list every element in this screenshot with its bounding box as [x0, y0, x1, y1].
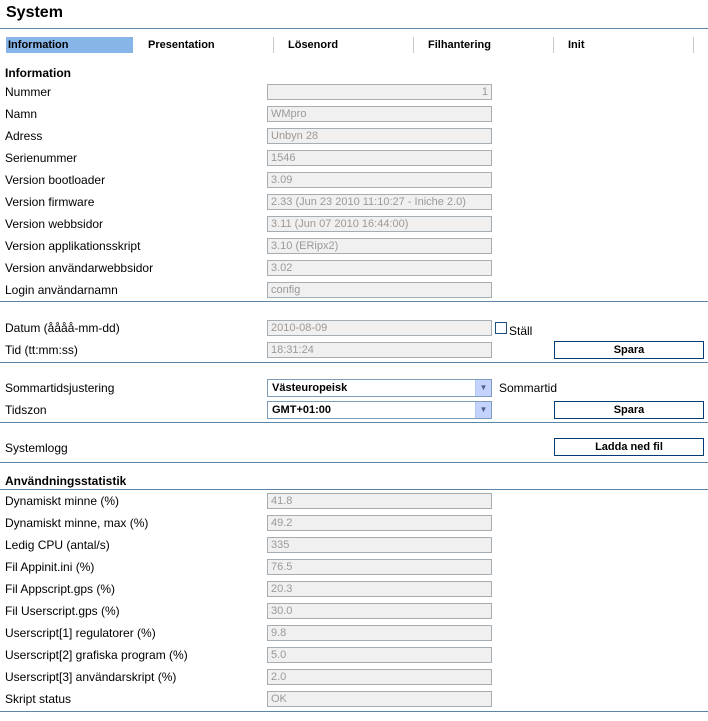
info-field-address[interactable] [267, 128, 492, 144]
info-label-userwebpages: Version användarwebbsidor [5, 261, 154, 275]
stats-label-appinit: Fil Appinit.ini (%) [5, 560, 95, 574]
info-field-webpages[interactable] [267, 216, 492, 232]
tab-separator [693, 37, 694, 53]
stats-field-dynmem[interactable] [267, 493, 492, 509]
set-time-checkbox[interactable] [495, 322, 507, 334]
info-field-login[interactable] [267, 282, 492, 298]
section-divider [0, 301, 708, 302]
stats-field-userscript1[interactable] [267, 625, 492, 641]
dst-select[interactable] [267, 379, 492, 397]
stats-section-title: Användningsstatistik [5, 474, 127, 488]
chevron-down-icon[interactable]: ▼ [475, 380, 491, 396]
time-field[interactable] [267, 342, 492, 358]
info-field-firmware[interactable] [267, 194, 492, 210]
info-label-webpages: Version webbsidor [5, 217, 104, 231]
tab-separator [413, 37, 414, 53]
info-label-login: Login användarnamn [5, 283, 118, 297]
stats-field-appinit[interactable] [267, 559, 492, 575]
stats-field-appscript[interactable] [267, 581, 492, 597]
syslog-label: Systemlogg [5, 441, 68, 455]
tab-file-handling[interactable]: Filhantering [428, 39, 491, 51]
tab-separator [553, 37, 554, 53]
information-section-title: Information [5, 66, 71, 80]
tab-presentation[interactable]: Presentation [148, 39, 215, 51]
info-field-number[interactable] [267, 84, 492, 100]
info-field-bootloader[interactable] [267, 172, 492, 188]
section-divider [0, 489, 708, 490]
time-label: Tid (tt:mm:ss) [5, 343, 78, 357]
info-field-userwebpages[interactable] [267, 260, 492, 276]
tab-init[interactable]: Init [568, 39, 585, 51]
save-datetime-button[interactable]: Spara [554, 341, 704, 359]
stats-label-appscript: Fil Appscript.gps (%) [5, 582, 116, 596]
stats-field-userscript[interactable] [267, 603, 492, 619]
info-field-name[interactable] [267, 106, 492, 122]
date-field[interactable] [267, 320, 492, 336]
stats-label-dynmem: Dynamiskt minne (%) [5, 494, 120, 508]
timezone-select[interactable] [267, 401, 492, 419]
set-time-checkbox-label: Ställ [509, 324, 533, 338]
info-label-serial: Serienummer [5, 151, 78, 165]
dst-label: Sommartidsjustering [5, 381, 115, 395]
tab-separator [273, 37, 274, 53]
stats-field-userscript2[interactable] [267, 647, 492, 663]
stats-label-userscript2: Userscript[2] grafiska program (%) [5, 648, 188, 662]
timezone-select-value: GMT+01:00 [272, 404, 331, 416]
dst-select-value: Västeuropeisk [272, 382, 348, 394]
stats-label-dynmem-max: Dynamiskt minne, max (%) [5, 516, 149, 530]
section-divider [0, 362, 708, 363]
stats-field-idle-cpu[interactable] [267, 537, 492, 553]
info-field-appscript[interactable] [267, 238, 492, 254]
section-divider [0, 711, 708, 712]
info-label-name: Namn [5, 107, 38, 121]
section-divider [0, 422, 708, 423]
stats-label-userscript1: Userscript[1] regulatorer (%) [5, 626, 156, 640]
info-label-number: Nummer [5, 85, 52, 99]
tab-password[interactable]: Lösenord [288, 39, 339, 51]
stats-field-userscript3[interactable] [267, 669, 492, 685]
download-log-button[interactable]: Ladda ned fil [554, 438, 704, 456]
section-divider [0, 462, 708, 463]
stats-label-userscript3: Userscript[3] användarskript (%) [5, 670, 177, 684]
title-divider [0, 28, 708, 29]
stats-field-script-status[interactable] [267, 691, 492, 707]
info-label-appscript: Version applikationsskript [5, 239, 141, 253]
info-field-serial[interactable] [267, 150, 492, 166]
stats-field-dynmem-max[interactable] [267, 515, 492, 531]
info-label-firmware: Version firmware [5, 195, 95, 209]
page-title: System [6, 4, 63, 21]
save-timezone-button[interactable]: Spara [554, 401, 704, 419]
tab-information[interactable]: Information [6, 37, 133, 53]
chevron-down-icon[interactable]: ▼ [475, 402, 491, 418]
info-label-bootloader: Version bootloader [5, 173, 106, 187]
date-label: Datum (åååå-mm-dd) [5, 321, 120, 335]
info-label-address: Adress [5, 129, 43, 143]
timezone-label: Tidszon [5, 403, 47, 417]
stats-label-script-status: Skript status [5, 692, 72, 706]
stats-label-userscript: Fil Userscript.gps (%) [5, 604, 120, 618]
dst-status: Sommartid [499, 381, 558, 395]
stats-label-idle-cpu: Ledig CPU (antal/s) [5, 538, 110, 552]
